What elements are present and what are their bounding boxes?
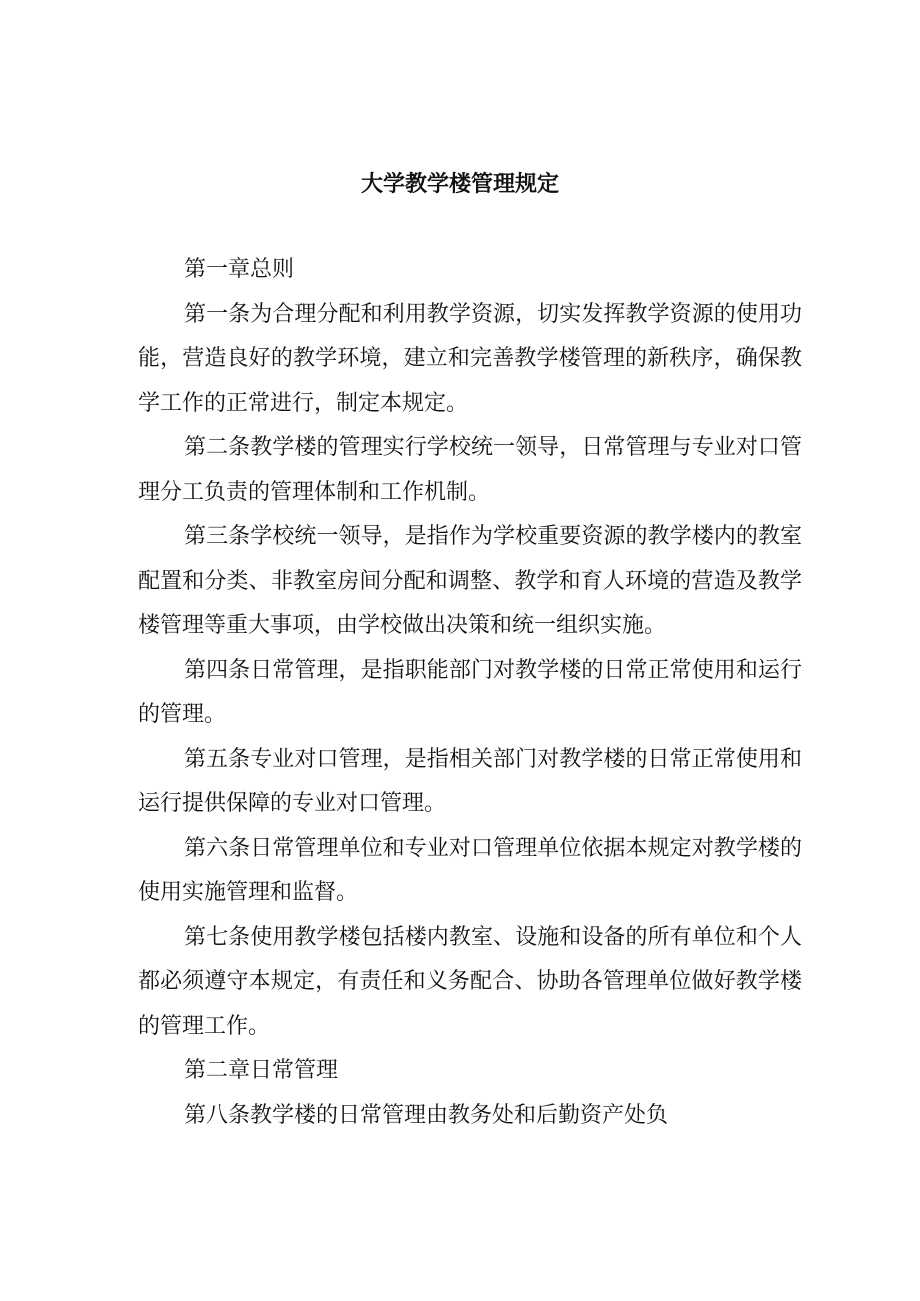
article-5: 第五条专业对口管理，是指相关部门对教学楼的日常正常使用和运行提供保障的专业对口管理。: [138, 746, 802, 816]
article-1: 第一条为合理分配和利用教学资源，切实发挥教学资源的使用功能，营造良好的教学环境，建立和完善教学楼管理的新秩序，确保教学工作的正常进行，制定本规定。: [138, 301, 802, 416]
article-7: 第七条使用教学楼包括楼内教室、设施和设备的所有单位和个人都必须遵守本规定，有责任和义务配合、协助各管理单位做好教学楼的管理工作。: [138, 924, 802, 1039]
article-2: 第二条教学楼的管理实行学校统一领导，日常管理与专业对口管理分工负责的管理体制和工作机制。: [138, 435, 802, 505]
document-body: [138, 248, 802, 1138]
article-6: 第六条日常管理单位和专业对口管理单位依据本规定对教学楼的使用实施管理和监督。: [138, 835, 802, 905]
document-title: 大学教学楼管理规定: [360, 171, 559, 197]
article-4: 第四条日常管理，是指职能部门对教学楼的日常正常使用和运行的管理。: [138, 657, 802, 727]
article-8: 第八条教学楼的日常管理由教务处和后勤资产处负: [184, 1102, 669, 1128]
chapter-heading-2: 第二章日常管理: [184, 1058, 339, 1083]
article-3: 第三条学校统一领导，是指作为学校重要资源的教学楼内的教室配置和分类、非教室房间分配和调整、教学和育人环境的营造及教学楼管理等重大事项，由学校做出决策和统一组织实施。: [138, 524, 802, 638]
chapter-heading-1: 第一章总则: [184, 257, 295, 282]
